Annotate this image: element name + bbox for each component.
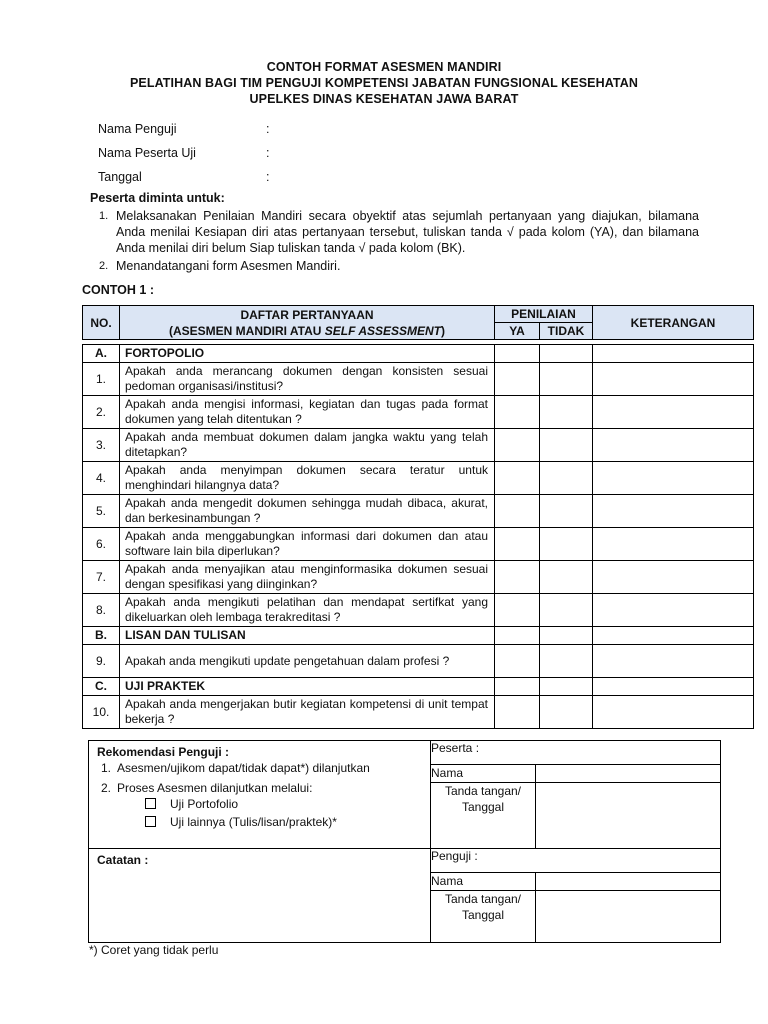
signature-label-line2: Tanggal	[461, 800, 505, 814]
recommendation-item	[101, 781, 430, 795]
tidak-cell[interactable]	[540, 396, 593, 429]
section-code: A.	[83, 345, 120, 363]
ya-cell[interactable]	[495, 495, 540, 528]
row-number: 9.	[83, 645, 120, 678]
option-label: Uji Portofolio	[170, 797, 239, 811]
recommendation-item	[101, 761, 430, 775]
keterangan-cell[interactable]	[593, 345, 754, 363]
ya-cell[interactable]	[495, 528, 540, 561]
instruction-text: Melaksanakan Penilaian Mandiri secara obyektif atas sejumlah pertanyaan yang diajukan, bilamana Anda menilai Kesiapan diri atas pertanyaan tersebut, tuliskan tanda √ pada kolom (YA), dan bilamana Anda menilai diri belum Siap tuliskan tanda √ pada kolom (BK).	[116, 209, 699, 255]
instruction-text: Menandatangani form Asesmen Mandiri.	[116, 259, 341, 273]
question-text: Apakah anda mengikuti update pengetahuan dalam profesi ?	[120, 645, 495, 678]
row-number: 5.	[83, 495, 120, 528]
question-text: Apakah anda mengedit dokumen sehingga mudah dibaca, akurat, dan berkesinambungan ?	[120, 495, 495, 528]
ya-cell[interactable]	[495, 645, 540, 678]
date-colon: :	[266, 170, 270, 184]
instruction-item	[99, 258, 699, 274]
signature-label-line1: Tanda tangan/	[444, 892, 522, 906]
instructions-intro: Peserta diminta untuk:	[90, 191, 225, 205]
table-row	[83, 561, 754, 594]
examiner-name-field[interactable]	[536, 873, 721, 891]
section-row	[83, 678, 754, 696]
footnote: *) Coret yang tidak perlu	[89, 943, 219, 957]
ya-cell[interactable]	[495, 396, 540, 429]
date-label: Tanggal	[98, 170, 142, 184]
notes-cell[interactable]	[89, 849, 431, 943]
tidak-cell[interactable]	[540, 495, 593, 528]
column-header-ya: YA	[495, 323, 540, 340]
keterangan-cell[interactable]	[593, 396, 754, 429]
participant-signature-field[interactable]	[536, 783, 721, 849]
question-header-line1: DAFTAR PERTANYAAN	[240, 307, 374, 322]
question-text: Apakah anda membuat dokumen dalam jangka waktu yang telah ditetapkan?	[120, 429, 495, 462]
section-title: LISAN DAN TULISAN	[120, 627, 495, 645]
examiner-name-colon: :	[266, 122, 270, 136]
question-header-suffix: )	[441, 323, 446, 338]
recommendation-table	[88, 740, 721, 943]
option-portofolio[interactable]	[145, 797, 430, 811]
recommendation-text: Asesmen/ujikom dapat/tidak dapat*) dilanjutkan	[117, 761, 370, 775]
signature-label-line1: Tanda tangan/	[444, 784, 522, 798]
question-text: Apakah anda mengikuti pelatihan dan mendapat sertifkat yang dikeluarkan oleh lembaga terakreditasi ?	[120, 594, 495, 627]
section-code: B.	[83, 627, 120, 645]
table-row	[83, 363, 754, 396]
checkbox-icon[interactable]	[145, 816, 156, 827]
document-organization: UPELKES DINAS KESEHATAN JAWA BARAT	[249, 92, 519, 106]
tidak-cell[interactable]	[540, 594, 593, 627]
row-number: 2.	[83, 396, 120, 429]
table-row	[83, 495, 754, 528]
instruction-number: 2.	[99, 260, 109, 272]
row-number: 6.	[83, 528, 120, 561]
question-text: Apakah anda mengerjakan butir kegiatan kompetensi di unit tempat bekerja ?	[120, 696, 495, 729]
examiner-label: Penguji :	[431, 849, 721, 873]
tidak-cell[interactable]	[540, 363, 593, 396]
tidak-cell[interactable]	[540, 528, 593, 561]
question-text: Apakah anda menyajikan atau menginformasika dokumen sesuai dengan spesifikasi yang diinginkan?	[120, 561, 495, 594]
participant-name-field[interactable]	[536, 765, 721, 783]
question-text: Apakah anda merancang dokumen dengan konsisten sesuai pedoman organisasi/institusi?	[120, 363, 495, 396]
ya-cell[interactable]	[495, 345, 540, 363]
recommendation-title: Rekomendasi Penguji :	[97, 745, 230, 759]
checkbox-icon[interactable]	[145, 798, 156, 809]
tidak-cell[interactable]	[540, 645, 593, 678]
section-title: FORTOPOLIO	[120, 345, 495, 363]
table-row	[83, 429, 754, 462]
keterangan-cell[interactable]	[593, 627, 754, 645]
column-header-question	[120, 306, 495, 340]
ya-cell[interactable]	[495, 696, 540, 729]
keterangan-cell[interactable]	[593, 495, 754, 528]
ya-cell[interactable]	[495, 627, 540, 645]
tidak-cell[interactable]	[540, 429, 593, 462]
assessment-table	[82, 305, 754, 729]
table-row	[83, 528, 754, 561]
signature-label-line2: Tanggal	[461, 908, 505, 922]
question-header-italic: SELF ASSESSMENT	[324, 323, 442, 338]
examiner-name-label: Nama	[431, 873, 536, 891]
column-header-tidak: TIDAK	[540, 323, 593, 340]
ya-cell[interactable]	[495, 462, 540, 495]
question-header-prefix: (ASESMEN MANDIRI ATAU	[168, 323, 325, 338]
question-text: Apakah anda menyimpan dokumen secara teratur untuk menghindari hilangnya data?	[120, 462, 495, 495]
keterangan-cell[interactable]	[593, 363, 754, 396]
column-header-keterangan: KETERANGAN	[593, 306, 754, 340]
table-row	[83, 462, 754, 495]
examiner-signature-label	[431, 891, 536, 943]
tidak-cell[interactable]	[540, 462, 593, 495]
keterangan-cell[interactable]	[593, 594, 754, 627]
recommendation-cell	[89, 741, 431, 849]
table-row	[83, 645, 754, 678]
participant-name-colon: :	[266, 146, 270, 160]
column-header-no: NO.	[83, 306, 120, 340]
recommendation-number: 2.	[101, 781, 112, 795]
ya-cell[interactable]	[495, 594, 540, 627]
ya-cell[interactable]	[495, 678, 540, 696]
option-label: Uji lainnya (Tulis/lisan/praktek)*	[170, 815, 337, 829]
ya-cell[interactable]	[495, 429, 540, 462]
section-code: C.	[83, 678, 120, 696]
document-title: CONTOH FORMAT ASESMEN MANDIRI	[266, 60, 502, 74]
section-row	[83, 627, 754, 645]
column-header-penilaian: PENILAIAN	[495, 306, 593, 323]
row-number: 3.	[83, 429, 120, 462]
tidak-cell[interactable]	[540, 627, 593, 645]
section-row	[83, 345, 754, 363]
examiner-signature-field[interactable]	[536, 891, 721, 943]
keterangan-cell[interactable]	[593, 696, 754, 729]
recommendation-number: 1.	[101, 761, 112, 775]
keterangan-cell[interactable]	[593, 429, 754, 462]
row-number: 8.	[83, 594, 120, 627]
row-number: 4.	[83, 462, 120, 495]
row-number: 1.	[83, 363, 120, 396]
notes-label: Catatan :	[97, 853, 149, 867]
example-label: CONTOH 1 :	[82, 283, 154, 297]
question-text: Apakah anda menggabungkan informasi dari dokumen dan atau software lain bila diperlukan?	[120, 528, 495, 561]
ya-cell[interactable]	[495, 561, 540, 594]
keterangan-cell[interactable]	[593, 561, 754, 594]
ya-cell[interactable]	[495, 363, 540, 396]
examiner-name-label: Nama Penguji	[98, 122, 177, 136]
participant-name-label: Nama Peserta Uji	[98, 146, 196, 160]
participant-label: Peserta :	[431, 741, 721, 765]
question-text: Apakah anda mengisi informasi, kegiatan dan tugas pada format dokumen yang telah ditentukan ?	[120, 396, 495, 429]
document-subtitle: PELATIHAN BAGI TIM PENGUJI KOMPETENSI JABATAN FUNGSIONAL KESEHATAN	[129, 76, 638, 90]
row-number: 10.	[83, 696, 120, 729]
tidak-cell[interactable]	[540, 696, 593, 729]
tidak-cell[interactable]	[540, 345, 593, 363]
question-header-line2	[120, 323, 494, 339]
instruction-item	[99, 208, 699, 256]
row-number: 7.	[83, 561, 120, 594]
tidak-cell[interactable]	[540, 678, 593, 696]
table-row	[83, 594, 754, 627]
keterangan-cell[interactable]	[593, 645, 754, 678]
keterangan-cell[interactable]	[593, 462, 754, 495]
instruction-number: 1.	[99, 210, 109, 222]
option-lainnya[interactable]	[145, 815, 430, 829]
section-title: UJI PRAKTEK	[120, 678, 495, 696]
tidak-cell[interactable]	[540, 561, 593, 594]
table-row	[83, 396, 754, 429]
table-row	[83, 696, 754, 729]
keterangan-cell[interactable]	[593, 678, 754, 696]
recommendation-text: Proses Asesmen dilanjutkan melalui:	[117, 781, 313, 795]
participant-name-label: Nama	[431, 765, 536, 783]
participant-signature-label	[431, 783, 536, 849]
keterangan-cell[interactable]	[593, 528, 754, 561]
